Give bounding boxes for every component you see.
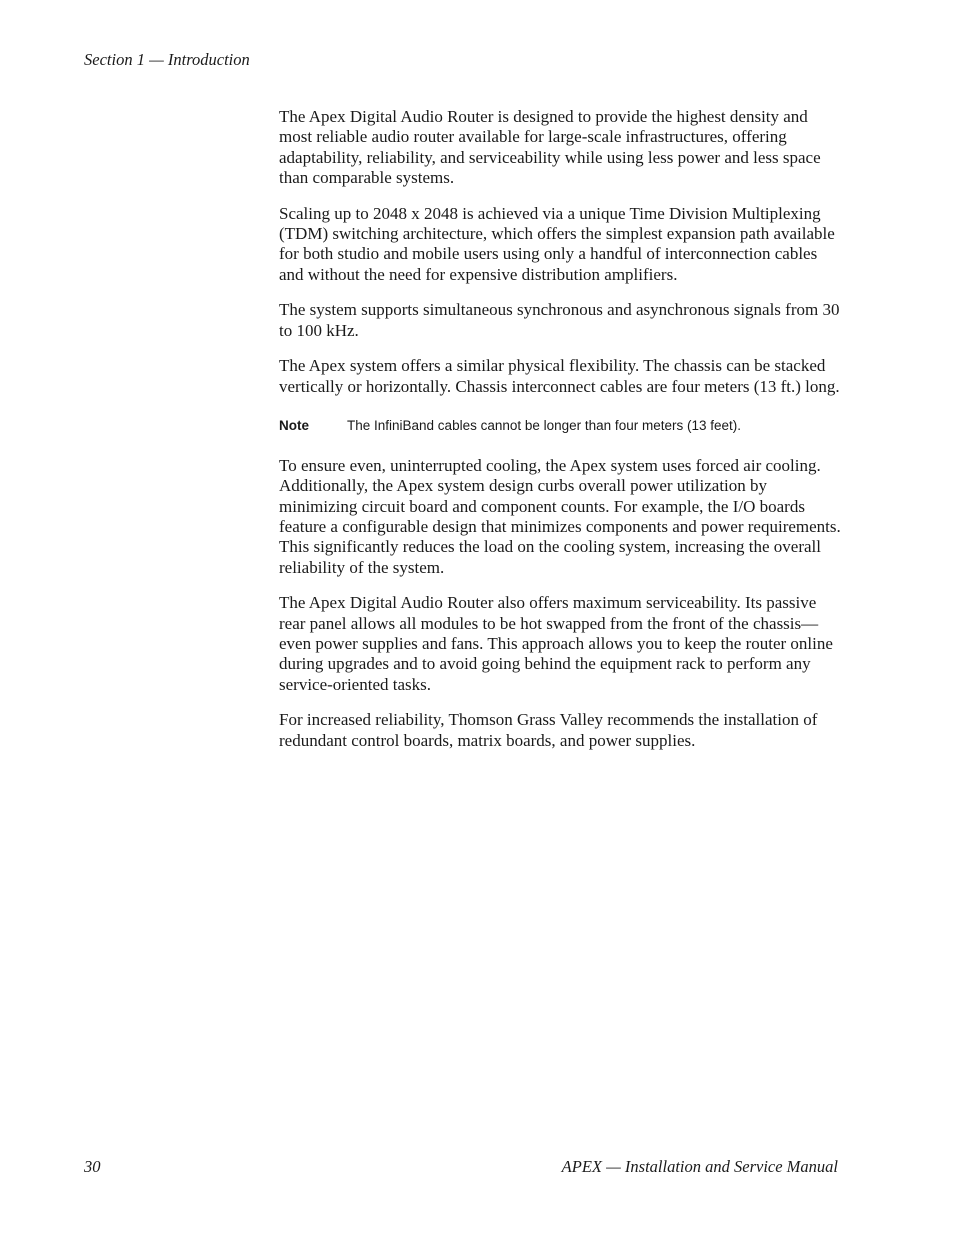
note-label: Note [279, 418, 309, 434]
paragraph-scaling: Scaling up to 2048 x 2048 is achieved via a unique Time Division Multiplexing (TDM) switching architecture, which offers the simplest expansion path available for both studio and mobile users using only a handful of interconnection cables and without the need for expensive distribution amplifiers. [279, 203, 835, 284]
paragraph-signals: The system supports simultaneous synchronous and asynchronous signals from 30 to 100 kHz. [279, 300, 840, 340]
paragraph-cooling: To ensure even, uninterrupted cooling, the Apex system uses forced air cooling. Additionally, the Apex system design curbs overall power utilization by minimizing circuit board and component counts. For example, the I/O boards feature a configurable design that minimizes components and power requirements. This significantly reduces the load on the cooling system, increasing the overall reliability of the system. [279, 456, 841, 577]
manual-title: APEX — Installation and Service Manual [561, 1157, 838, 1176]
page-number: 30 [84, 1157, 101, 1176]
paragraph-redundancy: For increased reliability, Thomson Grass Valley recommends the installation of redundant control boards, matrix boards, and power supplies. [279, 710, 818, 750]
note-block [279, 417, 841, 435]
running-head: Section 1 — Introduction [84, 50, 250, 69]
paragraph-overview: The Apex Digital Audio Router is designed to provide the highest density and most reliable audio router available for large-scale infrastructures, offering adaptability, reliability, and serviceability while using less power and less space than comparable systems. [279, 107, 821, 187]
paragraph-serviceability: The Apex Digital Audio Router also offers maximum serviceability. Its passive rear panel allows all modules to be hot swapped from the front of the chassis—even power supplies and fans. This approach allows you to keep the router online during upgrades and to avoid going behind the equipment rack to perform any service-oriented tasks. [279, 593, 833, 694]
body-column [279, 107, 841, 766]
note-text: The InfiniBand cables cannot be longer than four meters (13 feet). [347, 418, 741, 434]
paragraph-physical-flexibility: The Apex system offers a similar physical flexibility. The chassis can be stacked vertically or horizontally. Chassis interconnect cables are four meters (13 ft.) long. [279, 356, 840, 396]
